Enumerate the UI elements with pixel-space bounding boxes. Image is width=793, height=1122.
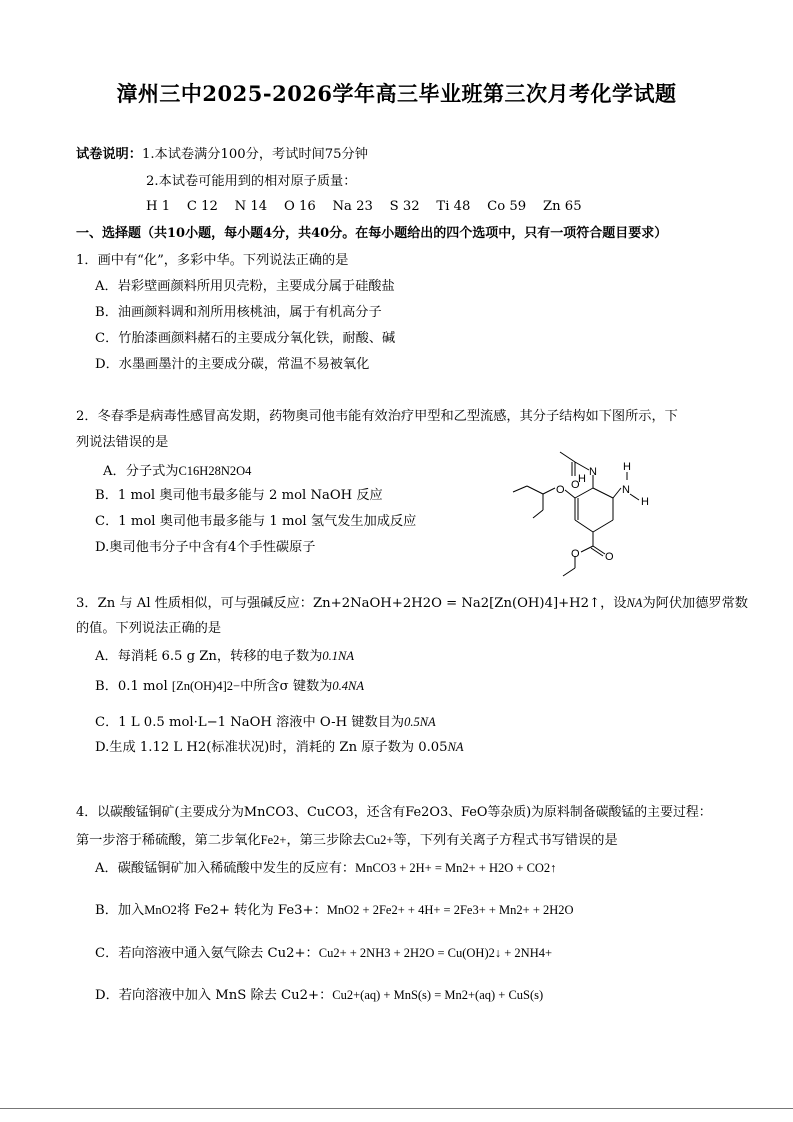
q4-option-b-text-2: 将 Fe2+ 转化为 Fe3+： (176, 903, 327, 918)
q4-stem-2c: 等，下列有关离子方程式书写错误的是 (393, 833, 618, 848)
q1-option-b: B．油画颜料调和剂所用核桃油，属于有机高分子 (95, 305, 382, 320)
q1-option-a: A．岩彩壁画颜料所用贝壳粉，主要成分属于硅酸盐 (95, 279, 395, 294)
q2-stem-1: 2．冬春季是病毒性感冒高发期，药物奥司他韦能有效治疗甲型和乙型流感，其分子结构如下图所示，下 (76, 409, 678, 424)
section-heading: 一、选择题（共10小题，每小题4分，共40分。在每小题给出的四个选项中，只有一项符合题目要求） (76, 226, 668, 241)
q3-stem-2: 的值。下列说法正确的是 (76, 621, 222, 636)
q4-option-a (95, 859, 556, 878)
q3-option-a-text: A．每消耗 6.5 g Zn，转移的电子数为 (95, 649, 323, 664)
q4-option-b (95, 901, 574, 920)
q3-option-d-text: D.生成 1.12 L H2(标准状况)时，消耗的 Zn 原子数为 0.05 (95, 740, 448, 755)
q1-stem: 1．画中有“化”，多彩中华。下列说法正确的是 (76, 253, 349, 268)
q2-option-c: C．1 mol 奥司他韦最多能与 1 mol 氢气发生加成反应 (95, 514, 417, 529)
q3-option-a-value: 0.1NA (322, 649, 355, 663)
q3-option-d (95, 738, 464, 757)
mol-label-amide-n: N (589, 466, 597, 478)
q2-option-b: B．1 mol 奥司他韦最多能与 2 mol NaOH 反应 (95, 488, 383, 503)
q3-option-c-value: 0.5NA (404, 715, 436, 729)
mol-label-ester-o: O (571, 548, 580, 560)
q3-option-d-value: NA (447, 740, 464, 754)
q4-option-b-text-1: B．加入 (95, 903, 145, 918)
q4-option-c (95, 944, 552, 963)
q4-stem-2a: 第一步溶于稀硫酸，第二步氧化 (76, 833, 261, 848)
q1-option-d: D．水墨画墨汁的主要成分碳，常温不易被氧化 (95, 357, 370, 372)
q4-stem-1: 4．以碳酸锰铜矿(主要成分为MnCO3、CuCO3，还含有Fe2O3、FeO等杂质)为原料制备碳酸锰的主要过程： (76, 805, 712, 820)
q4-option-b-equation: MnO2 + 2Fe2+ + 4H+ = 2Fe3+ + Mn2+ + 2H2O (326, 903, 574, 917)
q4-option-a-text: A．碳酸锰铜矿加入稀硫酸中发生的反应有： (95, 861, 356, 876)
q4-option-d-equation: Cu2+(aq) + MnS(s) = Mn2+(aq) + CuS(s) (332, 988, 544, 1002)
q3-stem-1-text: 3．Zn 与 Al 性质相似，可与强碱反应：Zn+2NaOH+2H2O = Na2[Zn(OH)4]+H2↑，设 (76, 596, 627, 611)
q4-option-d-text: D．若向溶液中加入 MnS 除去 Cu2+： (95, 988, 333, 1003)
page-title: 漳州三中2025-2026学年高三毕业班第三次月考化学试题 (116, 81, 677, 106)
mol-label-amine-h2: H (641, 496, 649, 508)
q1-option-c: C．竹胎漆画颜料赭石的主要成分氧化铁，耐酸、碱 (95, 331, 396, 346)
q2-molecular-formula: C16H28N2O4 (178, 464, 252, 478)
q3-stem-1-tail: 为阿伏加德罗常数 (642, 596, 748, 611)
q3-option-b-tail: 中所含σ 键数为 (240, 679, 333, 694)
q3-option-b (95, 677, 364, 696)
mol-label-amine-h1: H (623, 461, 631, 473)
q3-option-b-value: 0.4NA (332, 679, 364, 693)
q2-option-a-prefix: A．分子式为 (103, 464, 179, 479)
atomic-masses: H 1 C 12 N 14 O 16 Na 23 S 32 Ti 48 Co 59 Zn 65 (146, 199, 582, 214)
q3-option-b-text: B．0.1 mol (95, 679, 168, 694)
q4-cu2-ion: Cu2+ (365, 833, 394, 847)
q4-option-c-text: C．若向溶液中通入氨气除去 Cu2+： (95, 946, 319, 961)
q3-stem-1 (76, 594, 748, 613)
mol-label-ether-o: O (556, 484, 565, 496)
q2-option-d: D.奥司他韦分子中含有4个手性碳原子 (95, 540, 316, 555)
page-bottom-rule (0, 1108, 793, 1109)
q3-option-a (95, 647, 354, 666)
q4-stem-2 (76, 831, 618, 850)
q4-stem-2b: ，第三步除去 (286, 833, 366, 848)
mol-label-carbonyl-o: O (571, 479, 580, 491)
q3-zincate-ion: [Zn(OH)4]2− (171, 679, 241, 693)
q4-mno2: MnO2 (144, 903, 177, 917)
q3-option-c (95, 713, 436, 732)
mol-label-ester-carbonyl-o: O (605, 551, 614, 563)
oseltamivir-structure (505, 450, 655, 585)
instructions-label: 试卷说明： (76, 147, 142, 162)
mol-label-amide-h: H (578, 473, 586, 485)
q4-fe2-ion: Fe2+ (260, 833, 287, 847)
q4-option-a-equation: MnCO3 + 2H+ = Mn2+ + H2O + CO2↑ (355, 861, 557, 875)
q3-avogadro-symbol: NA (626, 596, 643, 610)
q2-option-a (103, 462, 251, 481)
q4-option-c-equation: Cu2+ + 2NH3 + 2H2O = Cu(OH)2↓ + 2NH4+ (318, 946, 553, 960)
q4-option-d (95, 986, 543, 1005)
instructions-item-1: 1.本试卷满分100分，考试时间75分钟 (141, 147, 368, 162)
instructions-line-1 (76, 146, 368, 164)
mol-label-amine-n: N (622, 484, 630, 496)
q3-option-c-text: C．1 L 0.5 mol·L−1 NaOH 溶液中 O-H 键数目为 (95, 715, 405, 730)
q2-stem-2: 列说法错误的是 (76, 435, 169, 450)
instructions-item-2: 2.本试卷可能用到的相对原子质量： (146, 174, 357, 189)
